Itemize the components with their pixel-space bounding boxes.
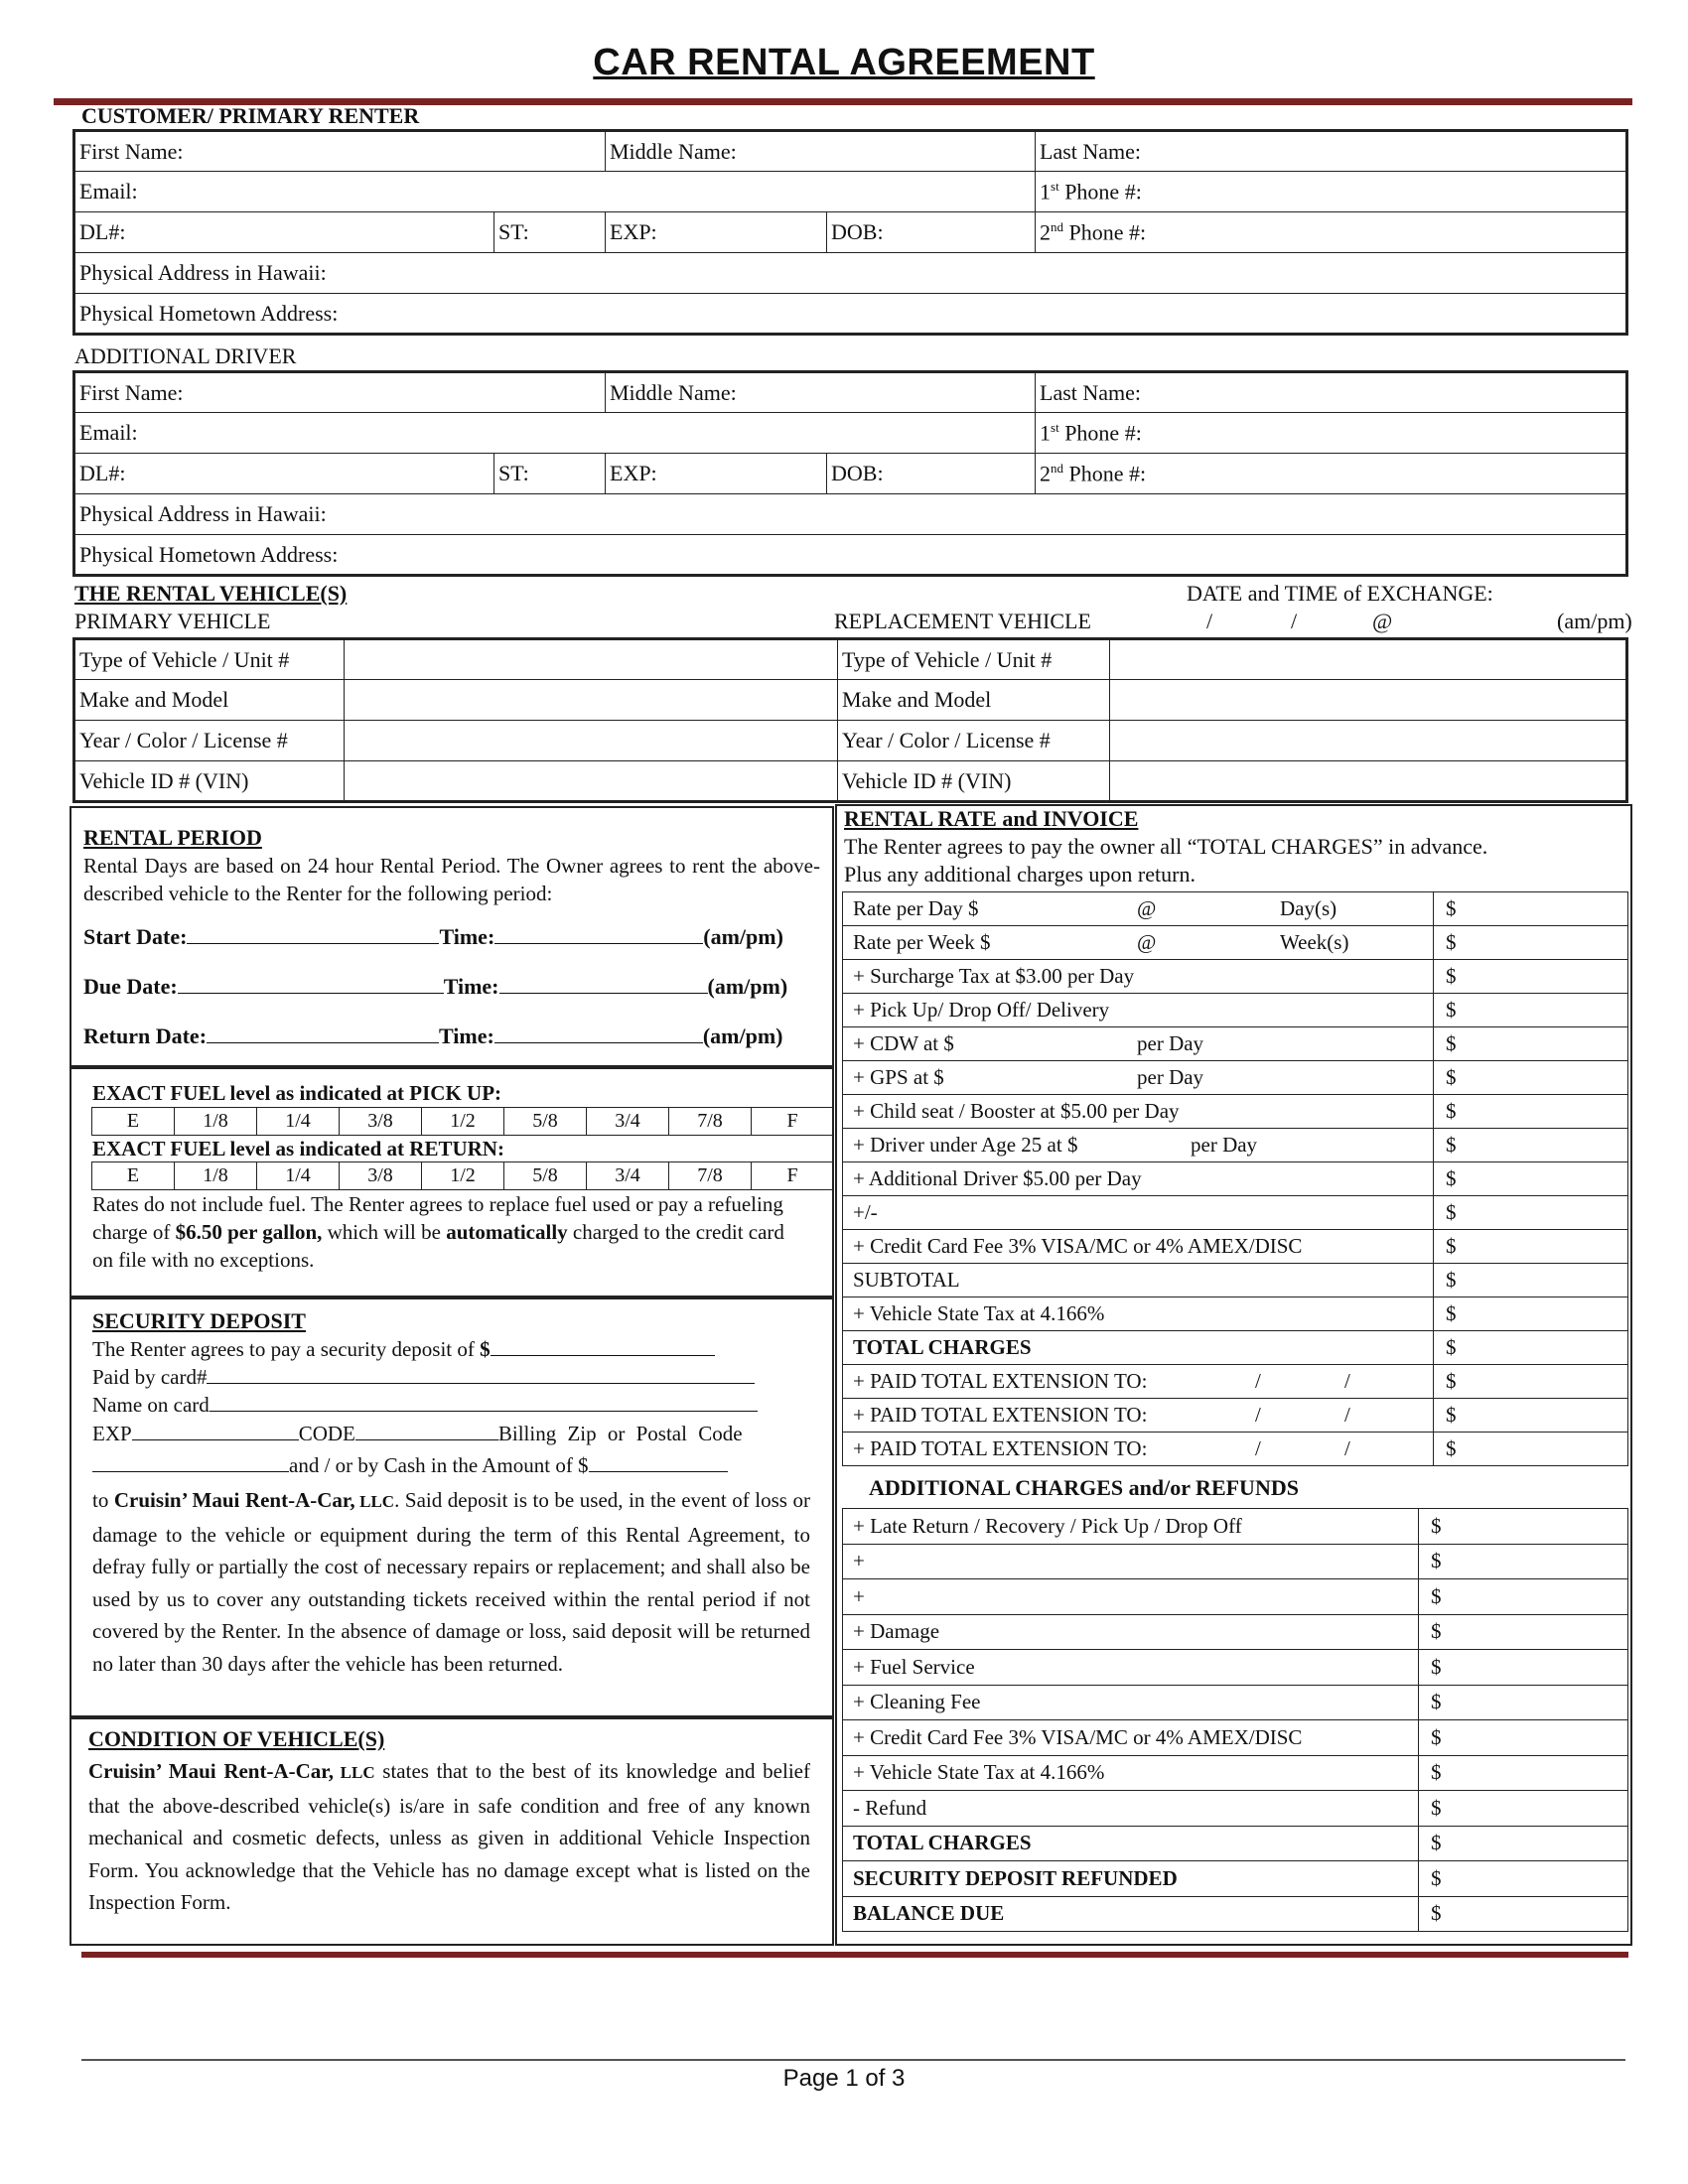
security-deposit-box	[70, 1297, 834, 1717]
invoice-row-label-cell	[843, 1433, 1434, 1466]
invoice-row	[843, 1095, 1628, 1129]
phone1-field[interactable]	[1036, 172, 1627, 212]
additional-charge-row	[843, 1685, 1628, 1720]
invoice-row	[843, 1196, 1628, 1230]
fuel-return-heading: EXACT FUEL level as indicated at RETURN:	[92, 1137, 504, 1160]
driver-first-name-field[interactable]: First Name:	[74, 372, 606, 413]
replacement-vin-value[interactable]	[1110, 761, 1627, 802]
invoice-row-label-cell	[843, 926, 1434, 960]
phone1-suffix: st	[1051, 178, 1059, 194]
additional-charge-label: + Credit Card Fee 3% VISA/MC or 4% AMEX/DISC	[843, 1720, 1419, 1756]
invoice-row-right: /	[1344, 1403, 1350, 1427]
invoice-row-label-cell	[843, 1399, 1434, 1433]
cash-amount-blank[interactable]	[589, 1451, 728, 1472]
invoice-row-amount[interactable]: $	[1434, 892, 1628, 926]
driver-phone1-label: Phone #:	[1058, 420, 1142, 446]
driver-last-name-field[interactable]: Last Name:	[1036, 372, 1627, 413]
rental-vehicles-heading: THE RENTAL VEHICLE(S)	[74, 581, 348, 606]
card-exp-label: EXP	[92, 1422, 132, 1445]
fuel-return-level[interactable]: 3/8	[340, 1162, 422, 1190]
invoice-row-mid: /	[1255, 1436, 1261, 1460]
invoice-row-amount[interactable]: $	[1434, 1027, 1628, 1061]
additional-charge-label: + Fuel Service	[843, 1650, 1419, 1686]
invoice-row	[843, 1027, 1628, 1061]
replacement-year-label: Year / Color / License #	[838, 721, 1110, 761]
invoice-row-right: Week(s)	[1280, 930, 1349, 954]
additional-charge-amount[interactable]: $	[1419, 1861, 1628, 1897]
invoice-row-mid: @	[1137, 930, 1157, 954]
fuel-pickup-level[interactable]: 1/8	[175, 1108, 257, 1136]
driver-hawaii-address-field[interactable]: Physical Address in Hawaii:	[74, 494, 1627, 535]
additional-driver-table	[72, 370, 1628, 577]
invoice-row-label: + Surcharge Tax at $3.00 per Day	[853, 964, 1135, 988]
email-field[interactable]: Email:	[74, 172, 1036, 212]
invoice-row-amount[interactable]: $	[1434, 1331, 1628, 1365]
return-date-line	[83, 1023, 820, 1050]
start-date-blank[interactable]	[187, 923, 439, 944]
invoice-row-mid: per Day	[1191, 1133, 1258, 1157]
invoice-row-label: + Pick Up/ Drop Off/ Delivery	[853, 998, 1110, 1022]
invoice-row-amount[interactable]: $	[1434, 1399, 1628, 1433]
driver-phone1-field[interactable]	[1036, 413, 1627, 454]
replacement-make-label: Make and Model	[838, 680, 1110, 721]
card-number-label: Paid by card#	[92, 1365, 208, 1389]
deposit-amount-line	[92, 1335, 810, 1363]
exp-field[interactable]: EXP:	[606, 212, 827, 253]
fuel-return-level[interactable]: 7/8	[669, 1162, 752, 1190]
rental-period-heading: RENTAL PERIOD	[83, 825, 262, 850]
hawaii-address-field[interactable]: Physical Address in Hawaii:	[74, 253, 1627, 294]
additional-charge-label: +	[843, 1544, 1419, 1579]
dob-field[interactable]: DOB:	[827, 212, 1036, 253]
additional-charge-label: - Refund	[843, 1791, 1419, 1827]
invoice-table	[842, 891, 1628, 1466]
deposit-llc: LLC	[354, 1492, 395, 1511]
primary-make-label: Make and Model	[74, 680, 345, 721]
invoice-row-label: +/-	[853, 1200, 878, 1224]
start-time-blank[interactable]	[494, 923, 703, 944]
fuel-note	[92, 1190, 806, 1274]
driver-hometown-address-field[interactable]: Physical Hometown Address:	[74, 535, 1627, 576]
fuel-return-gauge	[91, 1161, 834, 1190]
additional-charge-amount[interactable]: $	[1419, 1650, 1628, 1686]
condition-company: Cruisin’ Maui Rent-A-Car,	[88, 1759, 334, 1783]
invoice-row	[843, 1061, 1628, 1095]
additional-charge-amount[interactable]: $	[1419, 1720, 1628, 1756]
primary-year-label: Year / Color / License #	[74, 721, 345, 761]
invoice-row-amount[interactable]: $	[1434, 1230, 1628, 1264]
primary-vin-label: Vehicle ID # (VIN)	[74, 761, 345, 802]
invoice-heading: RENTAL RATE and INVOICE	[844, 806, 1139, 831]
hometown-address-field[interactable]: Physical Hometown Address:	[74, 294, 1627, 335]
deposit-terms-body: . Said deposit is to be used, in the event of loss or damage to the vehicle or equipment during the term of this Rental Agreement, to defray fully or partially the cost of necessary repairs or replacement; and shall also be used by us to cover any outstanding tickets received within the rental period if not covered by the Renter. In the absence of damage or loss, said deposit will be returned no later than 30 days after the vehicle has been returned.	[92, 1488, 810, 1676]
invoice-row-amount[interactable]: $	[1434, 926, 1628, 960]
fuel-return-level[interactable]: 1/4	[257, 1162, 340, 1190]
fuel-pickup-level[interactable]: 3/8	[340, 1108, 422, 1136]
invoice-row-label-cell	[843, 960, 1434, 994]
card-number-blank[interactable]	[207, 1363, 755, 1384]
driver-phone2-label: Phone #:	[1063, 461, 1147, 486]
fuel-pickup-level[interactable]: 3/4	[587, 1108, 669, 1136]
invoice-row-label-cell	[843, 1331, 1434, 1365]
invoice-row-amount[interactable]: $	[1434, 960, 1628, 994]
fuel-pickup-level[interactable]: 5/8	[504, 1108, 587, 1136]
card-number-line	[92, 1363, 810, 1391]
fuel-pickup-level[interactable]: 1/4	[257, 1108, 340, 1136]
invoice-row-right: Day(s)	[1280, 896, 1337, 920]
invoice-row	[843, 1365, 1628, 1399]
due-ampm: (am/pm)	[707, 974, 788, 999]
document-title: CAR RENTAL AGREEMENT	[593, 42, 1095, 83]
fuel-pickup-level[interactable]: E	[92, 1108, 175, 1136]
cash-line	[92, 1448, 810, 1482]
additional-charge-amount[interactable]: $	[1419, 1579, 1628, 1615]
invoice-row-right: /	[1344, 1436, 1350, 1460]
additional-charges-table	[842, 1508, 1628, 1932]
invoice-row-amount[interactable]: $	[1434, 1095, 1628, 1129]
invoice-row-amount[interactable]: $	[1434, 1196, 1628, 1230]
invoice-row-mid: per Day	[1137, 1065, 1204, 1089]
invoice-row	[843, 1129, 1628, 1162]
phone2-suffix: nd	[1051, 218, 1064, 234]
start-date-label: Start Date:	[83, 924, 188, 949]
additional-charge-amount[interactable]: $	[1419, 1685, 1628, 1720]
start-date-line	[83, 923, 820, 951]
invoice-row	[843, 1331, 1628, 1365]
driver-phone2-number: 2	[1040, 461, 1052, 486]
phone2-number: 2	[1040, 219, 1052, 245]
return-time-blank[interactable]	[494, 1023, 703, 1043]
invoice-row	[843, 1297, 1628, 1331]
additional-charges-heading: ADDITIONAL CHARGES and/or REFUNDS	[869, 1475, 1299, 1500]
first-name-field[interactable]: First Name:	[74, 131, 606, 172]
invoice-row-label-cell	[843, 1230, 1434, 1264]
additional-charge-row	[843, 1579, 1628, 1615]
fuel-box	[70, 1067, 834, 1297]
last-name-field[interactable]: Last Name:	[1036, 131, 1627, 172]
additional-charge-amount[interactable]: $	[1419, 1755, 1628, 1791]
invoice-row	[843, 1433, 1628, 1466]
invoice-row-label-cell	[843, 1365, 1434, 1399]
fuel-return-level[interactable]: 1/8	[175, 1162, 257, 1190]
invoice-row-label-cell	[843, 994, 1434, 1027]
additional-charge-row	[843, 1755, 1628, 1791]
due-time-blank[interactable]	[499, 973, 708, 994]
replacement-type-label: Type of Vehicle / Unit #	[838, 639, 1110, 680]
invoice-row-label-cell	[843, 1196, 1434, 1230]
return-ampm: (am/pm)	[702, 1024, 783, 1048]
card-name-blank[interactable]	[210, 1391, 758, 1412]
invoice-row-label-cell	[843, 1162, 1434, 1196]
invoice-row-label-cell	[843, 1061, 1434, 1095]
invoice-row	[843, 926, 1628, 960]
condition-body: states that to the best of its knowledge and belief that the above-described vehicle(s) is/are in safe condition and free of any known mechanical and cosmetic defects, unless as given in additional Vehicle Inspection Form. You acknowledge that the Vehicle has no damage except what is listed on the Inspection Form.	[88, 1759, 810, 1914]
additional-charge-row	[843, 1509, 1628, 1545]
invoice-row-amount[interactable]: $	[1434, 1433, 1628, 1466]
invoice-row-label: + Additional Driver $5.00 per Day	[853, 1166, 1142, 1190]
additional-charge-label: + Damage	[843, 1614, 1419, 1650]
invoice-row	[843, 994, 1628, 1027]
invoice-row	[843, 1399, 1628, 1433]
invoice-row-label-cell	[843, 1297, 1434, 1331]
start-time-label: Time:	[439, 924, 495, 949]
driver-middle-name-field[interactable]: Middle Name:	[606, 372, 1036, 413]
condition-text	[88, 1755, 810, 1919]
exchange-ampm: (am/pm)	[1557, 609, 1632, 633]
additional-charge-label: TOTAL CHARGES	[843, 1826, 1419, 1861]
primary-renter-heading: CUSTOMER/ PRIMARY RENTER	[81, 103, 420, 128]
state-field[interactable]: ST:	[494, 212, 606, 253]
invoice-row-mid: /	[1255, 1369, 1261, 1393]
driver-phone2-field[interactable]	[1036, 454, 1627, 494]
billing-zip-label: Billing Zip or Postal Code	[497, 1422, 743, 1445]
additional-charge-row	[843, 1614, 1628, 1650]
fuel-pickup-level[interactable]: 1/2	[422, 1108, 504, 1136]
invoice-row-label: + GPS at $	[853, 1065, 944, 1089]
additional-charge-label: + Late Return / Recovery / Pick Up / Drop Off	[843, 1509, 1419, 1545]
primary-type-value[interactable]	[345, 639, 838, 680]
phone2-field[interactable]	[1036, 212, 1627, 253]
replacement-vehicle-label: REPLACEMENT VEHICLE	[834, 609, 1091, 633]
condition-box	[70, 1717, 834, 1946]
primary-vin-value[interactable]	[345, 761, 838, 802]
footer-divider	[81, 2059, 1625, 2061]
card-name-label: Name on card	[92, 1393, 210, 1417]
cash-label: and / or by Cash in the Amount of $	[289, 1453, 589, 1477]
billing-zip-blank[interactable]	[92, 1451, 289, 1472]
fuel-pickup-level[interactable]: F	[752, 1108, 834, 1136]
additional-charge-row	[843, 1720, 1628, 1756]
exchange-slash-1: /	[1206, 609, 1213, 633]
due-date-line	[83, 973, 820, 1001]
invoice-row-label: + PAID TOTAL EXTENSION TO:	[853, 1403, 1148, 1427]
invoice-row-right: /	[1344, 1369, 1350, 1393]
additional-charge-label: + Vehicle State Tax at 4.166%	[843, 1755, 1419, 1791]
invoice-row-mid: @	[1137, 896, 1157, 920]
invoice-row-label-cell	[843, 1129, 1434, 1162]
driver-email-field[interactable]: Email:	[74, 413, 1036, 454]
middle-name-field[interactable]: Middle Name:	[606, 131, 1036, 172]
deposit-dollar: $	[480, 1337, 491, 1361]
rental-period-text: Rental Days are based on 24 hour Rental Period. The Owner agrees to rent the above-described vehicle to the Renter for the following period:	[83, 854, 820, 905]
fuel-pickup-gauge	[91, 1107, 834, 1136]
additional-charge-row	[843, 1791, 1628, 1827]
driver-phone1-suffix: st	[1051, 419, 1059, 435]
bottom-rule	[81, 1952, 1628, 1958]
card-code-blank[interactable]	[355, 1420, 498, 1440]
additional-charge-row	[843, 1826, 1628, 1861]
fuel-pickup-level[interactable]: 7/8	[669, 1108, 752, 1136]
invoice-row-label: TOTAL CHARGES	[853, 1335, 1032, 1359]
primary-renter-table	[72, 129, 1628, 336]
invoice-row-label: + CDW at $	[853, 1031, 954, 1055]
replacement-year-value[interactable]	[1110, 721, 1627, 761]
invoice-row-amount[interactable]: $	[1434, 994, 1628, 1027]
card-exp-blank[interactable]	[132, 1420, 299, 1440]
invoice-row-mid: /	[1255, 1403, 1261, 1427]
invoice-row	[843, 960, 1628, 994]
fuel-return-level[interactable]: E	[92, 1162, 175, 1190]
replacement-type-value[interactable]	[1110, 639, 1627, 680]
exchange-datetime-label: DATE and TIME of EXCHANGE:	[1187, 581, 1493, 606]
driver-exp-field[interactable]: EXP:	[606, 454, 827, 494]
deposit-amount-label: The Renter agrees to pay a security deposit of	[92, 1337, 481, 1361]
card-name-line	[92, 1391, 810, 1419]
additional-charge-row	[843, 1544, 1628, 1579]
fuel-return-level[interactable]: F	[752, 1162, 834, 1190]
additional-charge-label: + Cleaning Fee	[843, 1685, 1419, 1720]
fuel-return-level[interactable]: 5/8	[504, 1162, 587, 1190]
invoice-row-mid: per Day	[1137, 1031, 1204, 1055]
primary-year-value[interactable]	[345, 721, 838, 761]
invoice-row-amount[interactable]: $	[1434, 1264, 1628, 1297]
driver-dl-field[interactable]: DL#:	[74, 454, 494, 494]
additional-charge-amount[interactable]: $	[1419, 1614, 1628, 1650]
invoice-intro-1: The Renter agrees to pay the owner all “TOTAL CHARGES” in advance.	[844, 834, 1488, 859]
invoice-row-label: + Vehicle State Tax at 4.166%	[853, 1301, 1105, 1325]
additional-charge-label: SECURITY DEPOSIT REFUNDED	[843, 1861, 1419, 1897]
invoice-row	[843, 892, 1628, 926]
additional-charge-row	[843, 1861, 1628, 1897]
replacement-make-value[interactable]	[1110, 680, 1627, 721]
invoice-row-label: + Driver under Age 25 at $	[853, 1133, 1078, 1157]
additional-charge-label: +	[843, 1579, 1419, 1615]
phone1-number: 1	[1040, 179, 1052, 205]
fuel-note-auto: automatically	[446, 1220, 568, 1244]
invoice-row-label-cell	[843, 1095, 1434, 1129]
due-date-blank[interactable]	[178, 973, 444, 994]
invoice-row-amount[interactable]: $	[1434, 1365, 1628, 1399]
exchange-slash-2: /	[1291, 609, 1298, 633]
start-ampm: (am/pm)	[703, 924, 783, 949]
invoice-row-label-cell	[843, 1027, 1434, 1061]
invoice-row-amount[interactable]: $	[1434, 1162, 1628, 1196]
additional-charge-row	[843, 1896, 1628, 1932]
additional-charge-amount[interactable]: $	[1419, 1791, 1628, 1827]
invoice-row-label: Rate per Week $	[853, 930, 991, 954]
deposit-terms	[92, 1484, 810, 1680]
fuel-rate: $6.50 per gallon,	[175, 1220, 323, 1244]
additional-charge-label: BALANCE DUE	[843, 1896, 1419, 1932]
vehicle-table	[72, 637, 1628, 803]
deposit-terms-lead: to	[92, 1488, 114, 1512]
invoice-row-label: + PAID TOTAL EXTENSION TO:	[853, 1369, 1148, 1393]
exchange-at: @	[1372, 609, 1393, 633]
invoice-row-label: Rate per Day $	[853, 896, 979, 920]
additional-charge-amount[interactable]: $	[1419, 1896, 1628, 1932]
rental-period-box	[70, 806, 834, 1067]
condition-llc: LLC	[333, 1763, 375, 1782]
page-number: Page 1 of 3	[782, 2065, 906, 2092]
invoice-row-label-cell	[843, 1264, 1434, 1297]
driver-phone2-suffix: nd	[1051, 460, 1064, 476]
additional-charge-amount[interactable]: $	[1419, 1826, 1628, 1861]
invoice-row	[843, 1264, 1628, 1297]
fuel-note-part-a: Rates do not include fuel. The Renter agrees to replace fuel used or pay a refueling charge of	[92, 1192, 783, 1244]
security-deposit-heading: SECURITY DEPOSIT	[92, 1308, 306, 1333]
primary-type-label: Type of Vehicle / Unit #	[74, 639, 345, 680]
invoice-row	[843, 1162, 1628, 1196]
additional-driver-heading: ADDITIONAL DRIVER	[74, 343, 297, 368]
driver-state-field[interactable]: ST:	[494, 454, 606, 494]
deposit-company: Cruisin’ Maui Rent-A-Car,	[113, 1488, 355, 1512]
replacement-vin-label: Vehicle ID # (VIN)	[838, 761, 1110, 802]
invoice-intro-2: Plus any additional charges upon return.	[844, 862, 1196, 887]
invoice-row	[843, 1230, 1628, 1264]
invoice-row-amount[interactable]: $	[1434, 1297, 1628, 1331]
invoice-row-amount[interactable]: $	[1434, 1129, 1628, 1162]
return-date-label: Return Date:	[83, 1024, 208, 1048]
driver-phone1-number: 1	[1040, 420, 1052, 446]
dl-field[interactable]: DL#:	[74, 212, 494, 253]
invoice-row-label: + PAID TOTAL EXTENSION TO:	[853, 1436, 1148, 1460]
invoice-row-label: SUBTOTAL	[853, 1268, 960, 1292]
condition-heading: CONDITION OF VEHICLE(S)	[88, 1726, 385, 1751]
fuel-return-level[interactable]: 1/2	[422, 1162, 504, 1190]
return-date-blank[interactable]	[207, 1023, 439, 1043]
card-exp-line	[92, 1419, 810, 1448]
deposit-amount-blank[interactable]	[491, 1335, 715, 1356]
return-time-label: Time:	[439, 1024, 494, 1048]
primary-make-value[interactable]	[345, 680, 838, 721]
additional-charge-row	[843, 1650, 1628, 1686]
additional-charge-amount[interactable]: $	[1419, 1544, 1628, 1579]
fuel-pickup-heading: EXACT FUEL level as indicated at PICK UP:	[92, 1081, 502, 1105]
fuel-note-part-c: which will be	[322, 1220, 447, 1244]
driver-dob-field[interactable]: DOB:	[827, 454, 1036, 494]
primary-vehicle-label: PRIMARY VEHICLE	[74, 609, 271, 633]
fuel-note-part-e: charged to the credit card on file with no exceptions.	[92, 1220, 784, 1272]
fuel-return-level[interactable]: 3/4	[587, 1162, 669, 1190]
additional-charge-amount[interactable]: $	[1419, 1509, 1628, 1545]
due-time-label: Time:	[443, 974, 499, 999]
invoice-row-label: + Credit Card Fee 3% VISA/MC or 4% AMEX/DISC	[853, 1234, 1303, 1258]
phone2-label: Phone #:	[1063, 219, 1147, 245]
phone1-label: Phone #:	[1058, 179, 1142, 205]
card-code-label: CODE	[298, 1422, 355, 1445]
due-date-label: Due Date:	[83, 974, 178, 999]
invoice-row-label: + Child seat / Booster at $5.00 per Day	[853, 1099, 1180, 1123]
invoice-row-label-cell	[843, 892, 1434, 926]
invoice-row-amount[interactable]: $	[1434, 1061, 1628, 1095]
